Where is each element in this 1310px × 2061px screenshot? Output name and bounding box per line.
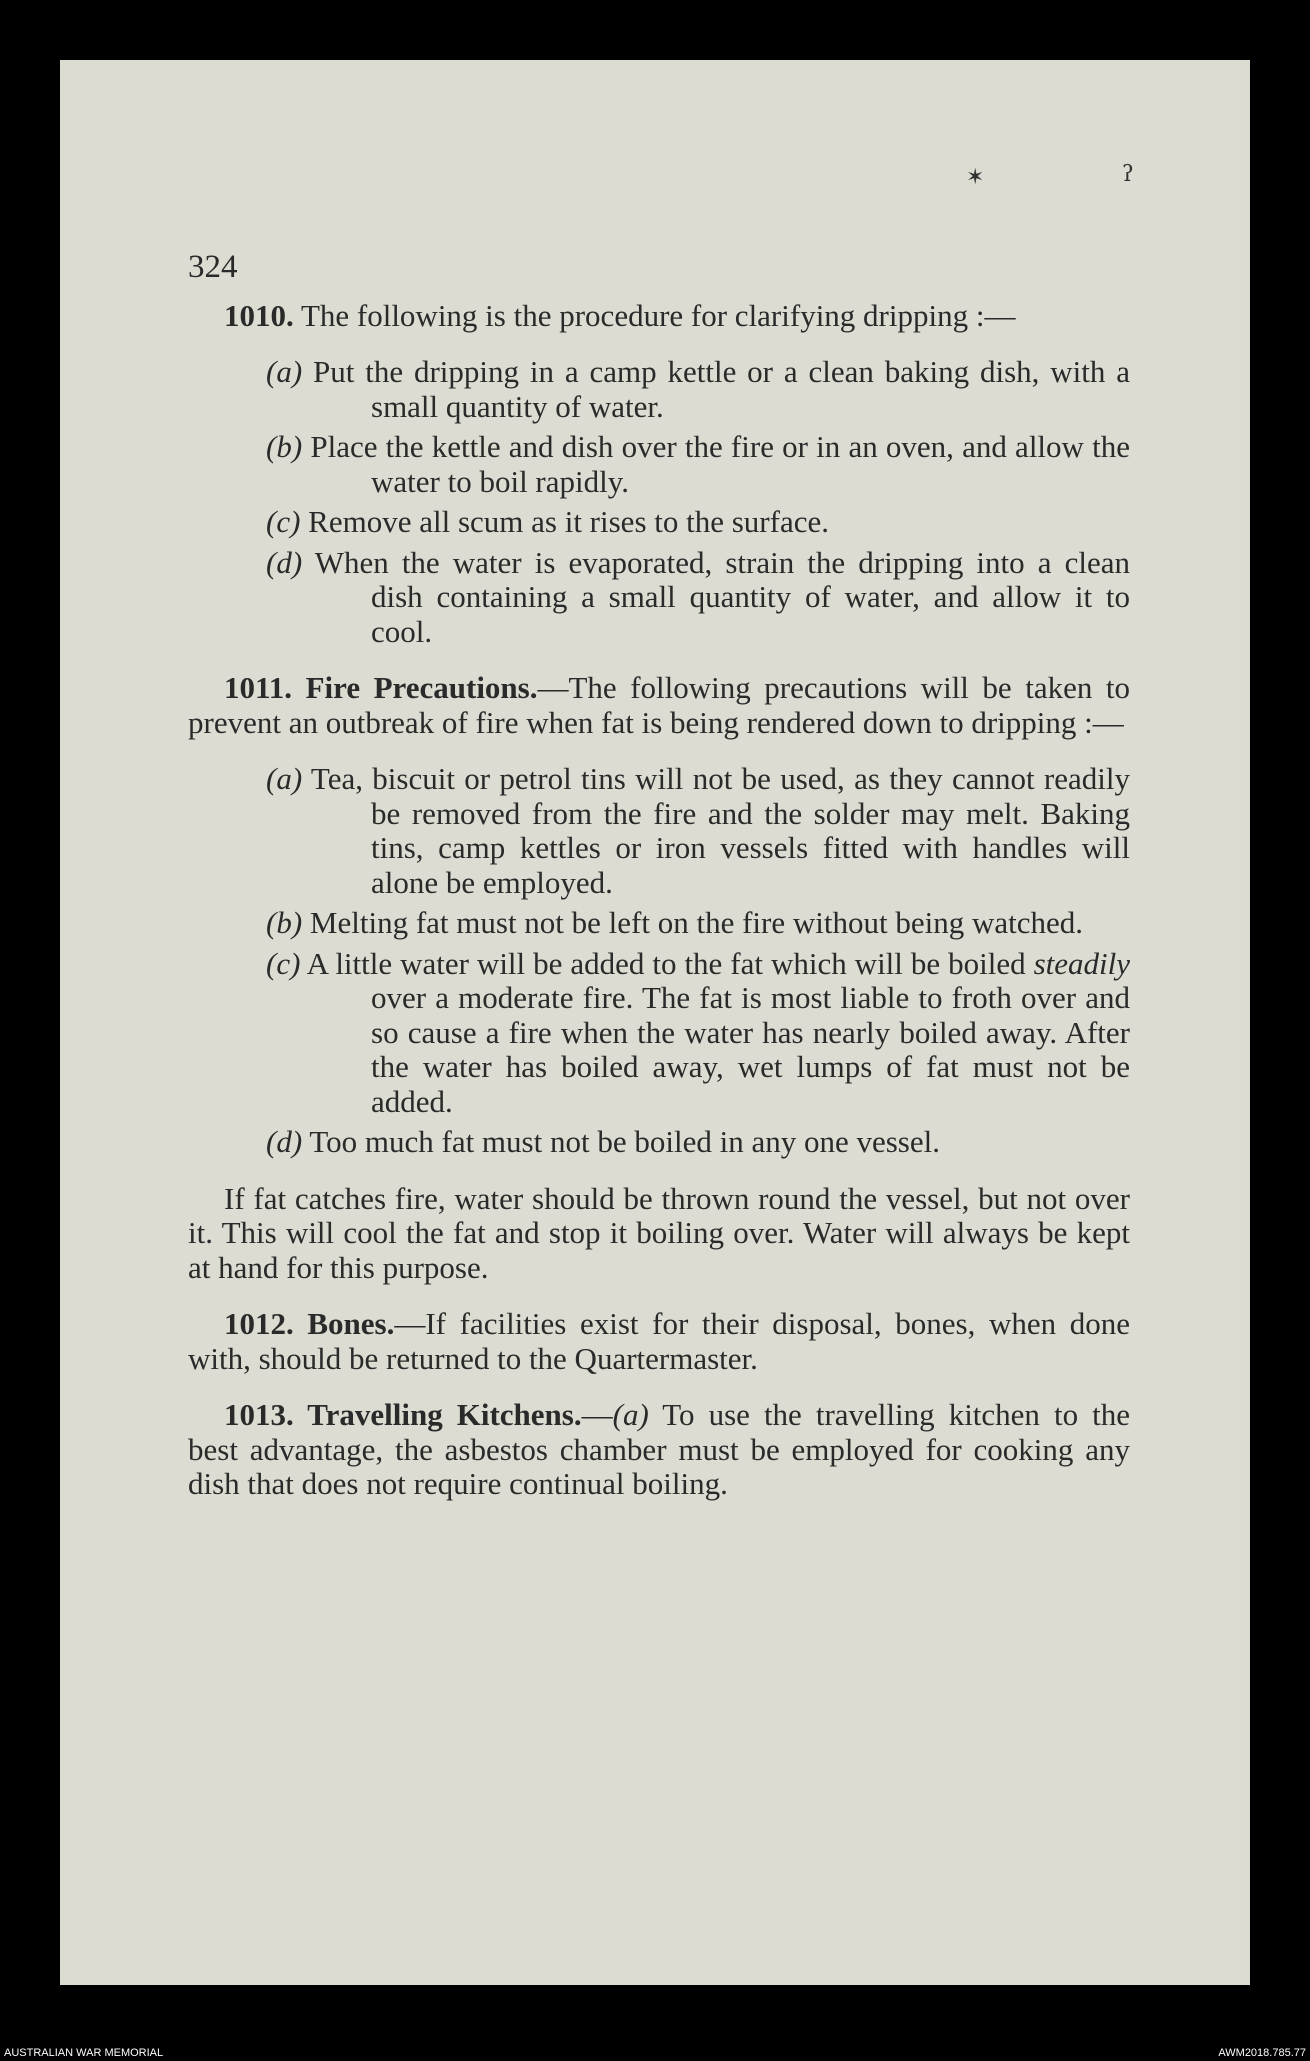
page-mark-icon: ʔ: [1122, 162, 1134, 187]
item-text: Tea, biscuit or petrol tins will not be used, as they cannot readily be removed from the fire and the solder may melt. Baking tins, camp kettles or iron vessels fitted with handles will alone be employed.: [302, 761, 1130, 900]
list-item: [188, 546, 1130, 650]
footer-source: AUSTRALIAN WAR MEMORIAL: [4, 2047, 164, 2059]
list-item: [188, 430, 1130, 499]
list-1010: [188, 355, 1130, 649]
item-text: over a moderate fire. The fat is most liable to froth over and so cause a fire when the water has nearly boiled away. After the water has boiled away, wet lumps of fat must not be added.: [371, 980, 1130, 1119]
list-item: [188, 355, 1130, 424]
page-mark-icon: ✶: [966, 165, 985, 190]
item-label: (d): [266, 1124, 303, 1159]
list-item: [188, 947, 1130, 1120]
section-text: —If facilities exist for their disposal, bones, when done with, should be returned to the Quartermaster.: [188, 1306, 1130, 1376]
paragraph-1010: [188, 299, 1130, 334]
item-label: (b): [266, 905, 303, 940]
section-text: —The following precautions will be taken to prevent an outbreak of fire when fat is being rendered down to dripping :—: [188, 670, 1130, 740]
item-text: A little water will be added to the fat which will be boiled: [300, 945, 1034, 981]
paragraph-1013: [188, 1398, 1130, 1502]
item-label: (b): [266, 429, 303, 464]
item-text: When the water is evaporated, strain the dripping into a clean dish containing a small quantity of water, and allow it to cool.: [302, 544, 1130, 649]
list-item: [188, 906, 1130, 941]
list-item: [188, 505, 1130, 540]
item-label: (a): [266, 761, 303, 796]
page-content: [188, 250, 1130, 1524]
section-heading: Travelling Kitchens.: [293, 1397, 582, 1432]
item-text: Place the kettle and dish over the fire or in an oven, and allow the water to boil rapidly.: [302, 429, 1130, 499]
page-number: 324: [188, 249, 238, 285]
item-label: (c): [266, 945, 301, 981]
list-item: [188, 762, 1130, 900]
paragraph-1011: [188, 671, 1130, 740]
item-text: Melting fat must not be left on the fire without being watched.: [302, 905, 1083, 940]
item-label: (d): [266, 544, 303, 580]
item-text: Too much fat must not be boiled in any one vessel.: [302, 1124, 940, 1159]
item-label: (a): [266, 354, 303, 389]
item-label: (c): [266, 504, 301, 539]
section-heading: Bones.: [293, 1306, 395, 1341]
document-page: [60, 60, 1250, 1985]
section-number: 1011.: [224, 670, 293, 705]
section-text: The following is the procedure for clarifying dripping :—: [293, 297, 1016, 333]
footer-accession: AWM2018.785.77: [1218, 2047, 1306, 2059]
section-dash: —: [581, 1397, 613, 1432]
item-text: Remove all scum as it rises to the surface.: [300, 504, 829, 539]
list-1011: [188, 762, 1130, 1160]
item-label: (a): [612, 1397, 649, 1432]
item-emphasis: steadily: [1033, 945, 1130, 981]
section-number: 1012.: [224, 1306, 294, 1341]
item-text: Put the dripping in a camp kettle or a clean baking dish, with a small quantity of water.: [302, 354, 1130, 424]
section-number: 1013.: [224, 1397, 294, 1432]
paragraph-1011-closing: If fat catches fire, water should be thrown round the vessel, but not over it. This will cool the fat and stop it boiling over. Water will always be kept at hand for this purpose.: [188, 1180, 1130, 1285]
paragraph-1012: [188, 1307, 1130, 1376]
section-text: To use the travelling kitchen to the best advantage, the asbestos chamber must be employed for cooking any dish that does not require continual boiling.: [188, 1397, 1131, 1501]
section-number: 1010.: [224, 297, 294, 333]
section-heading: Fire Precautions.: [292, 670, 538, 705]
list-item: [188, 1125, 1130, 1160]
